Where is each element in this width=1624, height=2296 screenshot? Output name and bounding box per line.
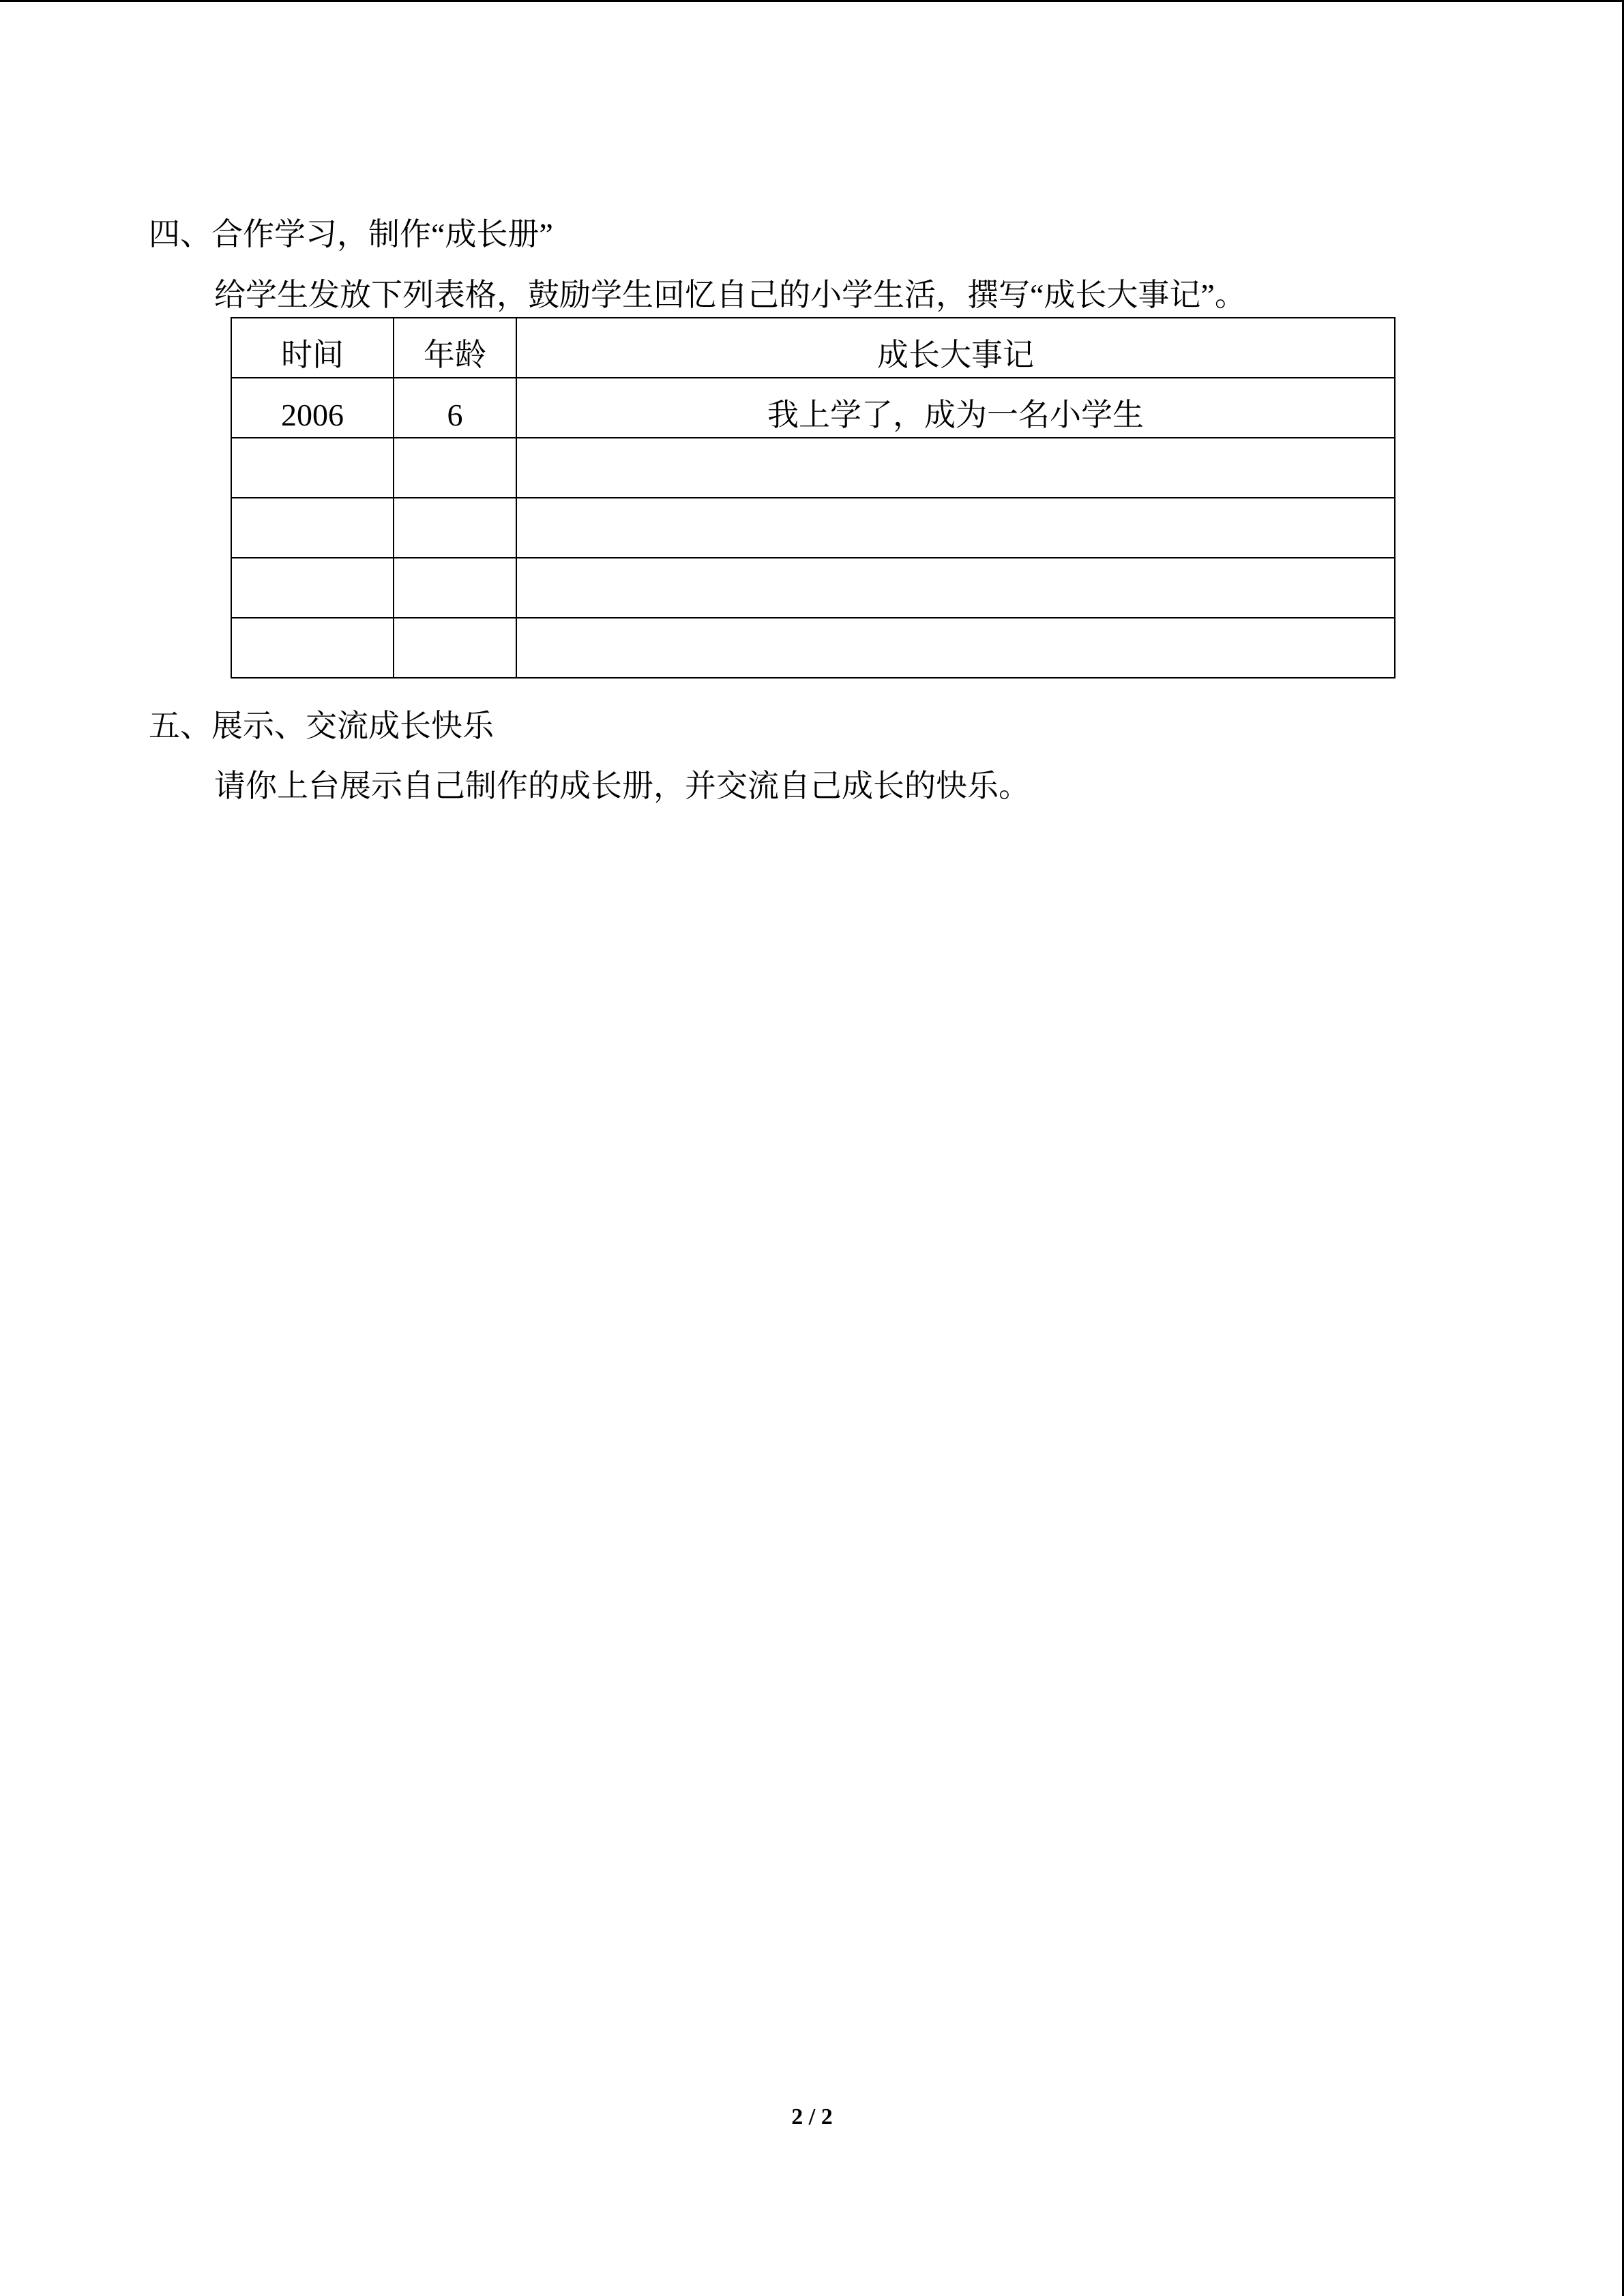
cell-time [231,498,394,558]
cell-age [394,498,516,558]
table-row [231,378,1395,438]
section-4-paragraph: 给学生发放下列表格，鼓励学生回忆自己的小学生活，撰写“成长大事记”。 [214,278,1246,312]
cell-event [516,618,1395,678]
cell-event [516,558,1395,618]
header-growth-events: 成长大事记 [516,318,1395,378]
section-4-heading: 四、合作学习，制作“成长册” [149,217,553,252]
cell-time [231,558,394,618]
cell-time [231,438,394,498]
cell-age [394,618,516,678]
cell-time: 2006 [231,378,394,438]
cell-age: 6 [394,378,516,438]
cell-event [516,498,1395,558]
growth-record-table [231,317,1396,679]
cell-event [516,438,1395,498]
page-border-top [0,0,1624,2]
section-5-heading: 五、展示、交流成长快乐 [149,709,494,743]
page-number: 2 / 2 [791,2104,833,2130]
cell-time [231,618,394,678]
cell-age [394,558,516,618]
table-row [231,558,1395,618]
table-row [231,438,1395,498]
table-header-row [231,318,1395,378]
header-age: 年龄 [394,318,516,378]
header-time: 时间 [231,318,394,378]
cell-event: 我上学了，成为一名小学生 [516,378,1395,438]
table-row [231,618,1395,678]
cell-age [394,438,516,498]
section-5-paragraph: 请你上台展示自己制作的成长册，并交流自己成长的快乐。 [214,769,1030,803]
table-row [231,498,1395,558]
